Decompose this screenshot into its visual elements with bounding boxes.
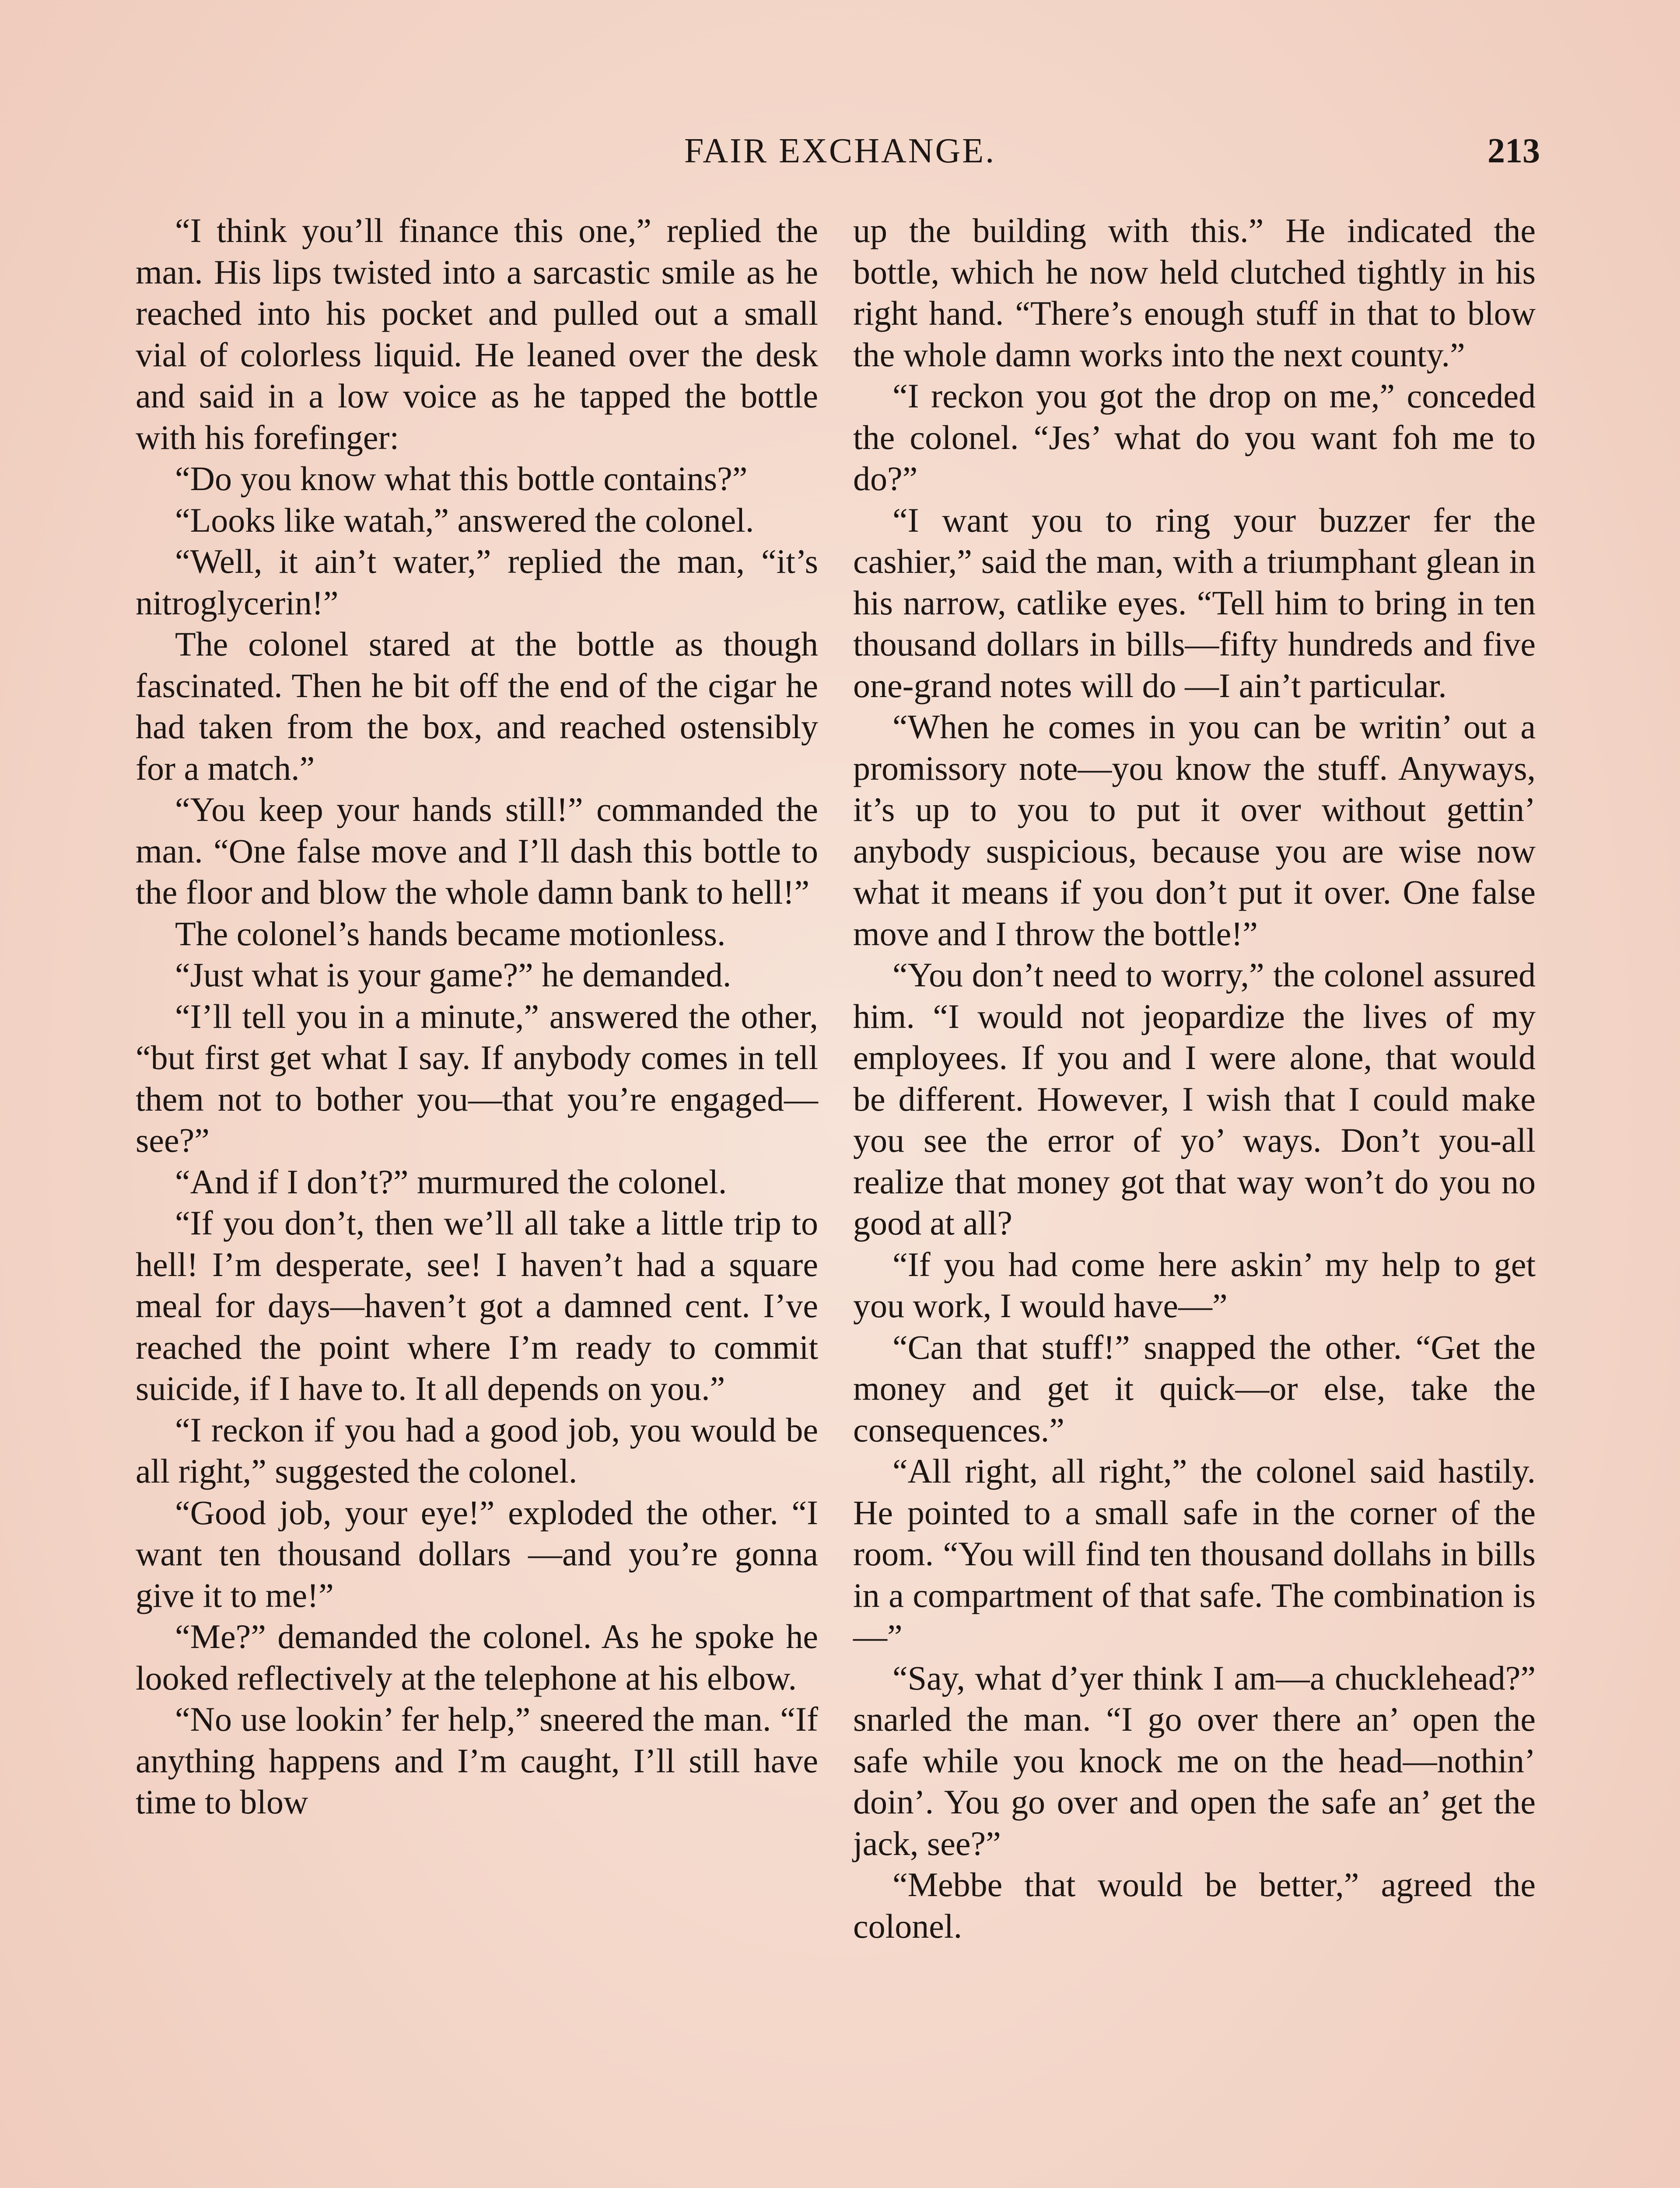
paragraph: “I reckon if you had a good job, you would be all right,” suggested the colonel. — [136, 1410, 818, 1490]
paragraph: up the building with this.” He indicated the bottle, which he now held clutched tightly in his right hand. “There’s enough stuff in that to blow the whole damn works into the next county.” — [853, 211, 1536, 374]
right-column — [853, 210, 1536, 2188]
paragraph: “You keep your hands still!” commanded the man. “One false move and I’ll dash this bottle to the floor and blow the whole damn bank to hell!” — [136, 790, 818, 911]
running-title: FAIR EXCHANGE. — [684, 132, 996, 170]
page-number: 213 — [1488, 132, 1540, 170]
paragraph: The colonel stared at the bottle as though fascinated. Then he bit off the end of the cigar he had taken from the box, and reached ostensibly for a match.” — [136, 625, 818, 787]
paragraph: “I want you to ring your buzzer fer the cashier,” said the man, with a triumphant glean in his narrow, catlike eyes. “Tell him to bring in ten thousand dollars in bills—fifty hundreds and five one-grand notes will do —I ain’t particular. — [853, 501, 1536, 705]
text-columns — [136, 210, 1536, 2188]
left-column — [136, 210, 818, 2188]
paragraph: “I reckon you got the drop on me,” conceded the colonel. “Jes’ what do you want foh me to do?” — [853, 377, 1536, 498]
paragraph: “Say, what d’yer think I am—a chucklehead?” snarled the man. “I go over there an’ open the safe while you knock me on the head—nothin’ doin’. You go over and open the safe an’ get the jack, see?” — [853, 1659, 1536, 1862]
paragraph: “No use lookin’ fer help,” sneered the man. “If anything happens and I’m caught, I’ll still have time to blow — [136, 1700, 818, 1821]
paragraph: The colonel’s hands became motionless. — [175, 914, 726, 953]
paragraph: “You don’t need to worry,” the colonel assured him. “I would not jeopardize the lives of my employees. If you and I were alone, that would be different. However, I wish that I could make you see the error of yo’ ways. Don’t you-all realize that money got that way won’t do you no good at all? — [853, 956, 1536, 1242]
paragraph: “Well, it ain’t water,” replied the man, “it’s nitroglycerin!” — [136, 542, 818, 622]
paragraph: “Good job, your eye!” exploded the other. “I want ten thousand dollars —and you’re gonna give it to me!” — [136, 1493, 818, 1614]
paragraph: “I think you’ll finance this one,” replied the man. His lips twisted into a sarcastic smile as he reached into his pocket and pulled out a small vial of colorless liquid. He leaned over the desk and said in a low voice as he tapped the bottle with his forefinger: — [136, 211, 818, 456]
paragraph: “If you don’t, then we’ll all take a little trip to hell! I’m desperate, see! I haven’t had a square meal for days—haven’t got a damned cent. I’ve reached the point where I’m ready to commit suicide, if I have to. It all depends on you.” — [136, 1204, 818, 1407]
paragraph: “Can that stuff!” snapped the other. “Get the money and get it quick—or else, take the consequences.” — [853, 1328, 1536, 1449]
paragraph: “Do you know what this bottle contains?” — [175, 459, 748, 498]
paragraph: “Me?” demanded the colonel. As he spoke he looked reflectively at the telephone at his elbow. — [136, 1617, 818, 1697]
paragraph: “Just what is your game?” he demanded. — [175, 956, 732, 994]
paragraph: “When he comes in you can be writin’ out a promissory note—you know the stuff. Anyways, it’s up to you to put it over without gettin’ anybody suspicious, because you are wise now what it means if you don’t put it over. One false move and I throw the bottle!” — [853, 708, 1536, 953]
paragraph: “I’ll tell you in a minute,” answered the other, “but first get what I say. If anybody comes in tell them not to bother you—that you’re engaged—see?” — [136, 997, 818, 1159]
paragraph: “Mebbe that would be better,” agreed the colonel. — [853, 1865, 1536, 1945]
paragraph: “And if I don’t?” murmured the colonel. — [175, 1162, 727, 1201]
paragraph: “Looks like watah,” answered the colonel. — [175, 501, 754, 539]
page-header — [140, 131, 1540, 179]
paragraph: “All right, all right,” the colonel said hastily. He pointed to a small safe in the corner of the room. “You will find ten thousand dollahs in bills in a compartment of that safe. The combination is—” — [853, 1452, 1536, 1655]
paragraph: “If you had come here askin’ my help to get you work, I would have—” — [853, 1245, 1536, 1325]
